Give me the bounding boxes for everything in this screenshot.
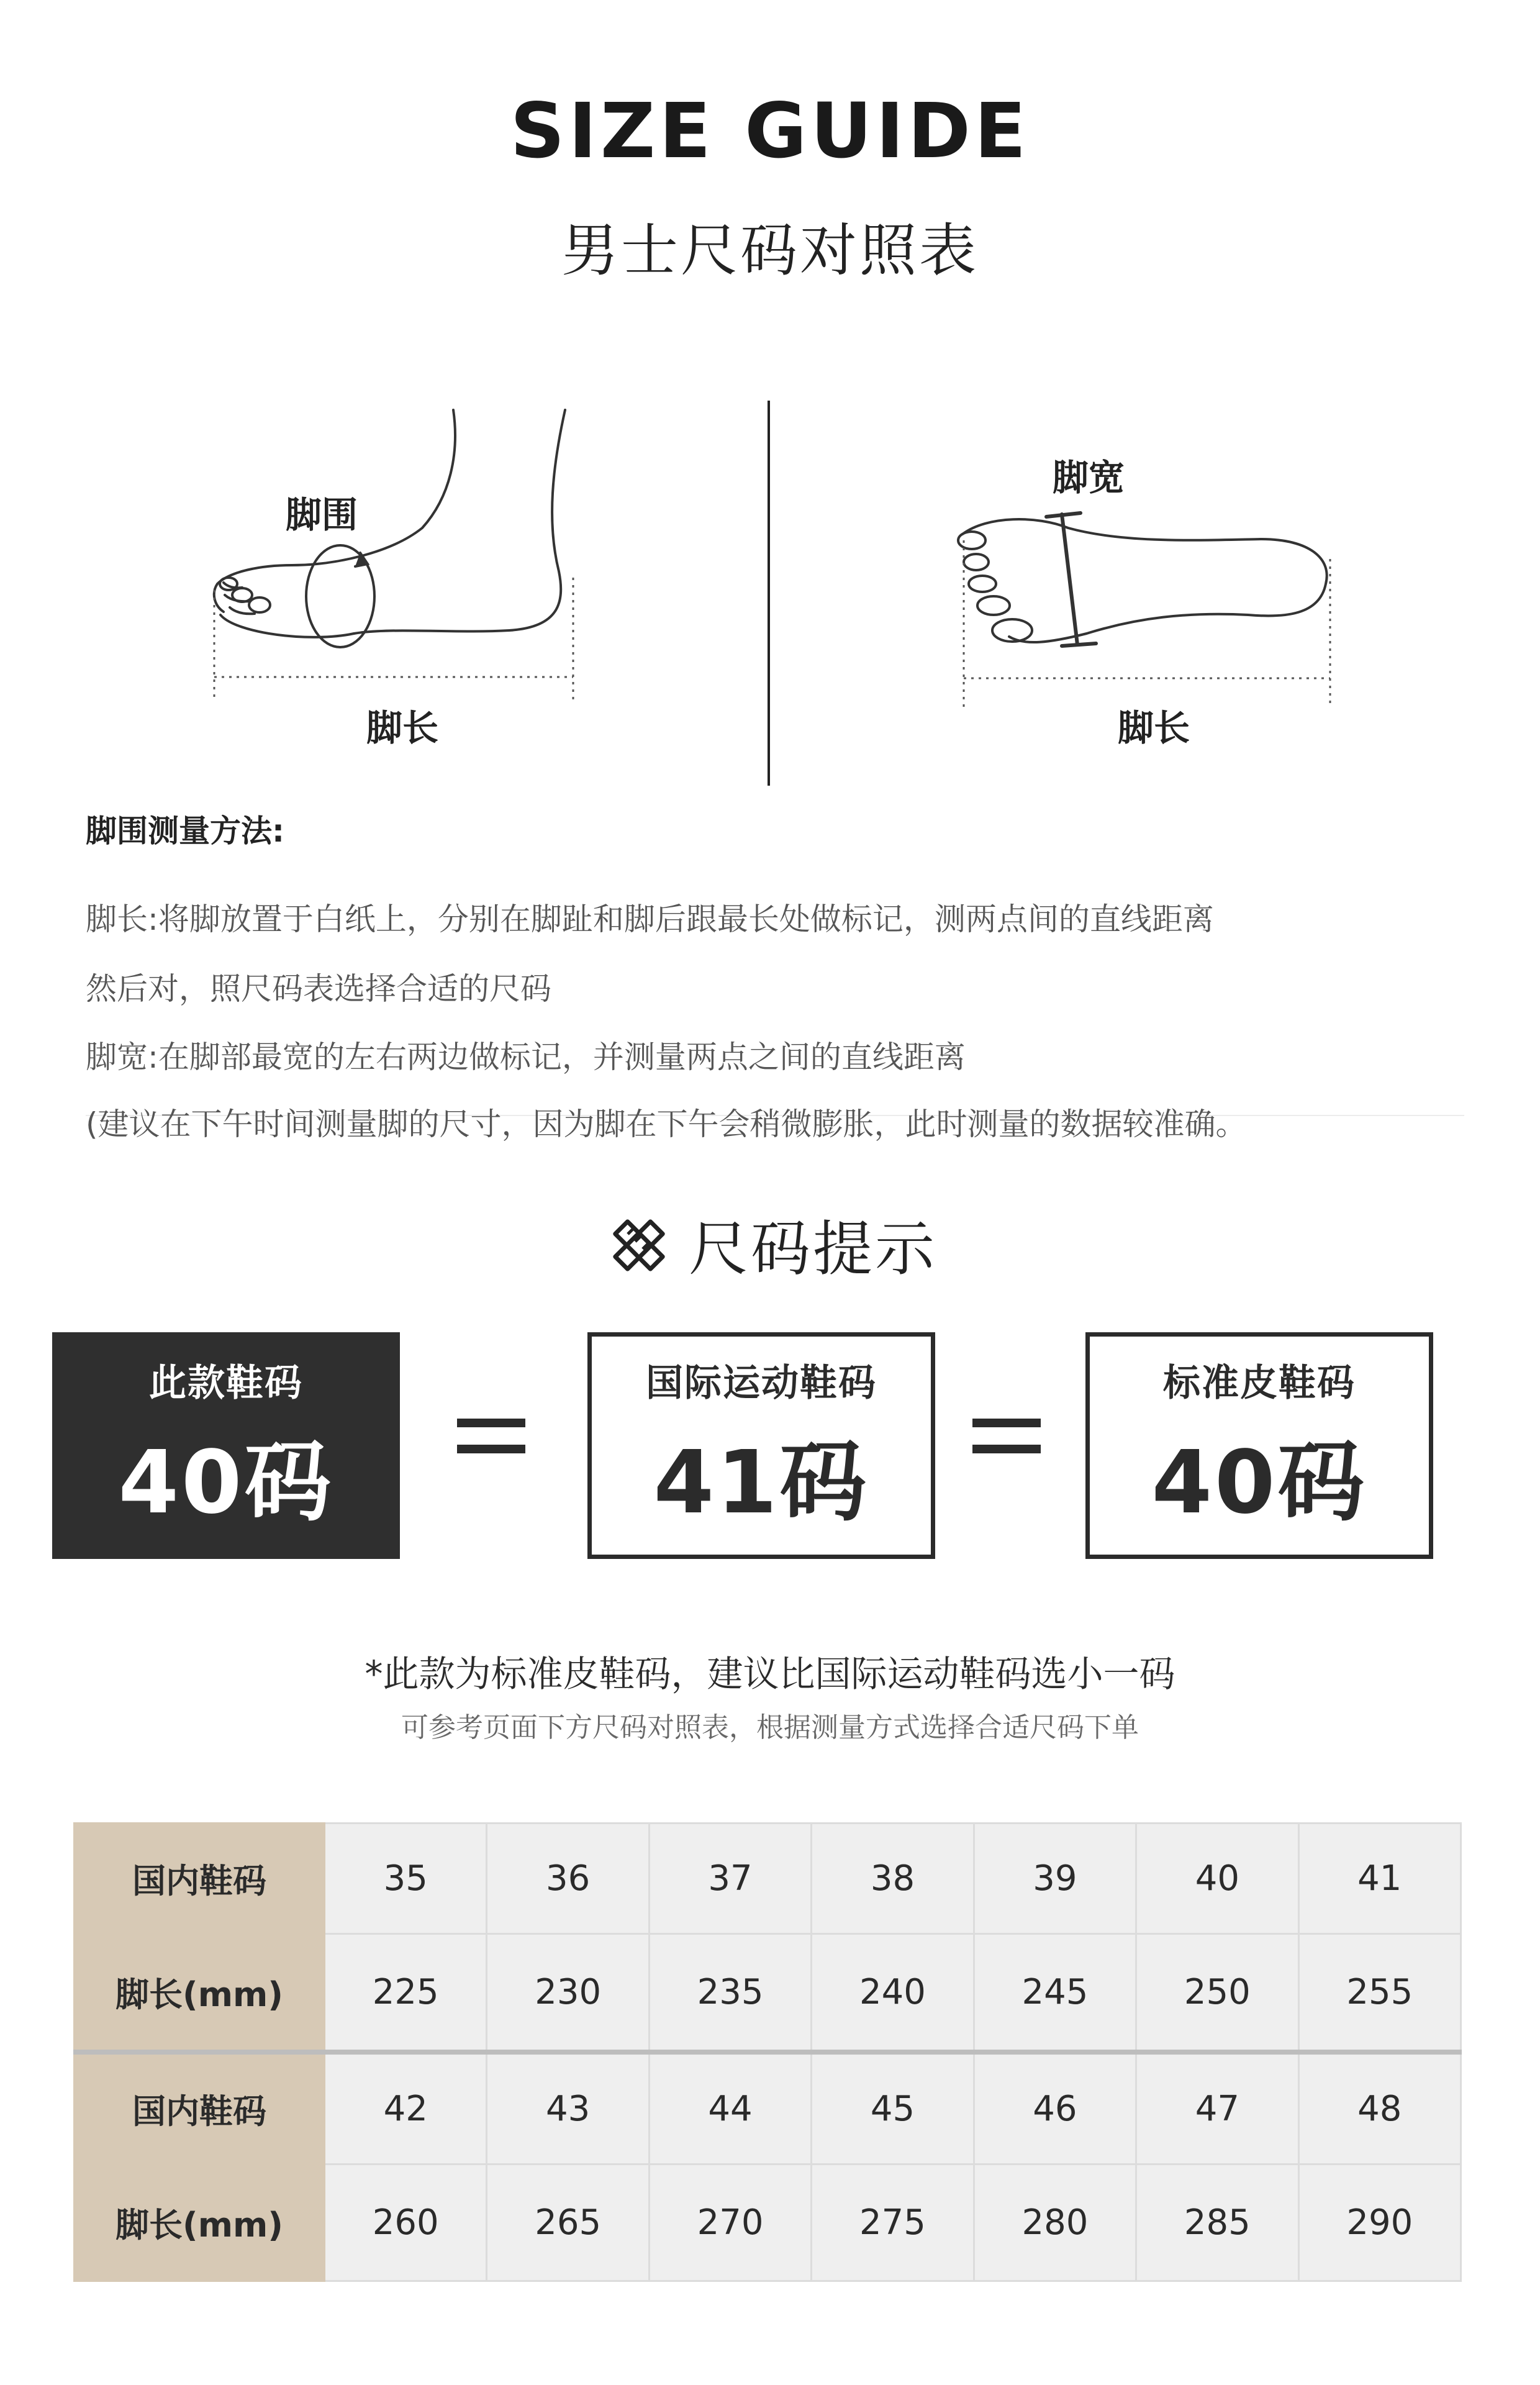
foot-width-label: 脚宽 xyxy=(1053,457,1125,499)
table-cell: 265 xyxy=(487,2165,649,2281)
table-cell: 45 xyxy=(812,2052,974,2165)
size-header: 国内鞋码 xyxy=(75,1824,325,1934)
leather-size-value: 40码 xyxy=(1151,1432,1367,1533)
table-cell: 280 xyxy=(974,2165,1136,2281)
table-cell: 245 xyxy=(974,1934,1136,2053)
page-title: SIZE GUIDE xyxy=(510,87,1030,175)
table-cell: 40 xyxy=(1136,1824,1298,1934)
table-cell: 46 xyxy=(974,2052,1136,2165)
intl-size-value: 41码 xyxy=(653,1432,869,1533)
table-cell: 48 xyxy=(1298,2052,1461,2165)
foot-girth-label: 脚围 xyxy=(286,494,358,536)
table-row xyxy=(75,1934,1461,2053)
length-header: 脚长(mm) xyxy=(75,1934,325,2053)
table-row xyxy=(75,2052,1461,2165)
size-header: 国内鞋码 xyxy=(75,2052,325,2165)
method-line: (建议在下午时间测量脚的尺寸，因为脚在下午会稍微膨胀，此时测量的数据较准确。 xyxy=(86,1106,1247,1142)
size-table xyxy=(73,1822,1462,2282)
ruler-pencil-icon xyxy=(603,1211,671,1279)
page-subtitle: 男士尺码对照表 xyxy=(561,217,979,284)
method-title: 脚围测量方法: xyxy=(86,813,284,849)
size-subnote: 可参考页面下方尺码对照表，根据测量方式选择合适尺码下单 xyxy=(401,1712,1139,1743)
table-cell: 255 xyxy=(1298,1934,1461,2053)
table-cell: 47 xyxy=(1136,2052,1298,2165)
this-size-box xyxy=(52,1332,400,1559)
this-size-label: 此款鞋码 xyxy=(149,1361,303,1405)
method-line: 脚长:将脚放置于白纸上，分别在脚趾和脚后跟最长处做标记，测两点间的直线距离 xyxy=(86,901,1214,937)
table-cell: 38 xyxy=(812,1824,974,1934)
table-cell: 44 xyxy=(649,2052,811,2165)
foot-top-diagram xyxy=(950,491,1348,714)
diagram-divider xyxy=(768,401,770,786)
equals-sign xyxy=(457,1410,532,1460)
table-cell: 240 xyxy=(812,1934,974,2053)
table-cell: 39 xyxy=(974,1824,1136,1934)
table-cell: 285 xyxy=(1136,2165,1298,2281)
intl-size-label: 国际运动鞋码 xyxy=(646,1361,877,1405)
tip-heading-text: 尺码提示 xyxy=(689,1214,937,1284)
table-row xyxy=(75,1824,1461,1934)
foot-side-diagram xyxy=(186,398,609,708)
size-note: *此款为标准皮鞋码，建议比国际运动鞋码选小一码 xyxy=(365,1653,1175,1695)
table-cell: 230 xyxy=(487,1934,649,2053)
this-size-value: 40码 xyxy=(118,1432,334,1533)
table-cell: 225 xyxy=(325,1934,487,2053)
foot-length-label-left: 脚长 xyxy=(366,707,439,749)
tip-heading xyxy=(0,1202,1540,1287)
intl-size-box xyxy=(587,1332,935,1559)
table-cell: 41 xyxy=(1298,1824,1461,1934)
table-cell: 36 xyxy=(487,1824,649,1934)
method-line: 脚宽:在脚部最宽的左右两边做标记，并测量两点之间的直线距离 xyxy=(86,1039,966,1075)
table-cell: 37 xyxy=(649,1824,811,1934)
table-cell: 275 xyxy=(812,2165,974,2281)
equals-sign xyxy=(972,1410,1047,1460)
table-cell: 260 xyxy=(325,2165,487,2281)
method-line: 然后对，照尺码表选择合适的尺码 xyxy=(86,971,551,1007)
foot-length-label-right: 脚长 xyxy=(1118,707,1190,749)
length-header: 脚长(mm) xyxy=(75,2165,325,2281)
leather-size-box xyxy=(1085,1332,1433,1559)
table-cell: 290 xyxy=(1298,2165,1461,2281)
table-row xyxy=(75,2165,1461,2281)
table-cell: 43 xyxy=(487,2052,649,2165)
table-cell: 250 xyxy=(1136,1934,1298,2053)
leather-size-label: 标准皮鞋码 xyxy=(1163,1361,1356,1405)
table-cell: 42 xyxy=(325,2052,487,2165)
table-cell: 235 xyxy=(649,1934,811,2053)
table-cell: 270 xyxy=(649,2165,811,2281)
table-cell: 35 xyxy=(325,1824,487,1934)
